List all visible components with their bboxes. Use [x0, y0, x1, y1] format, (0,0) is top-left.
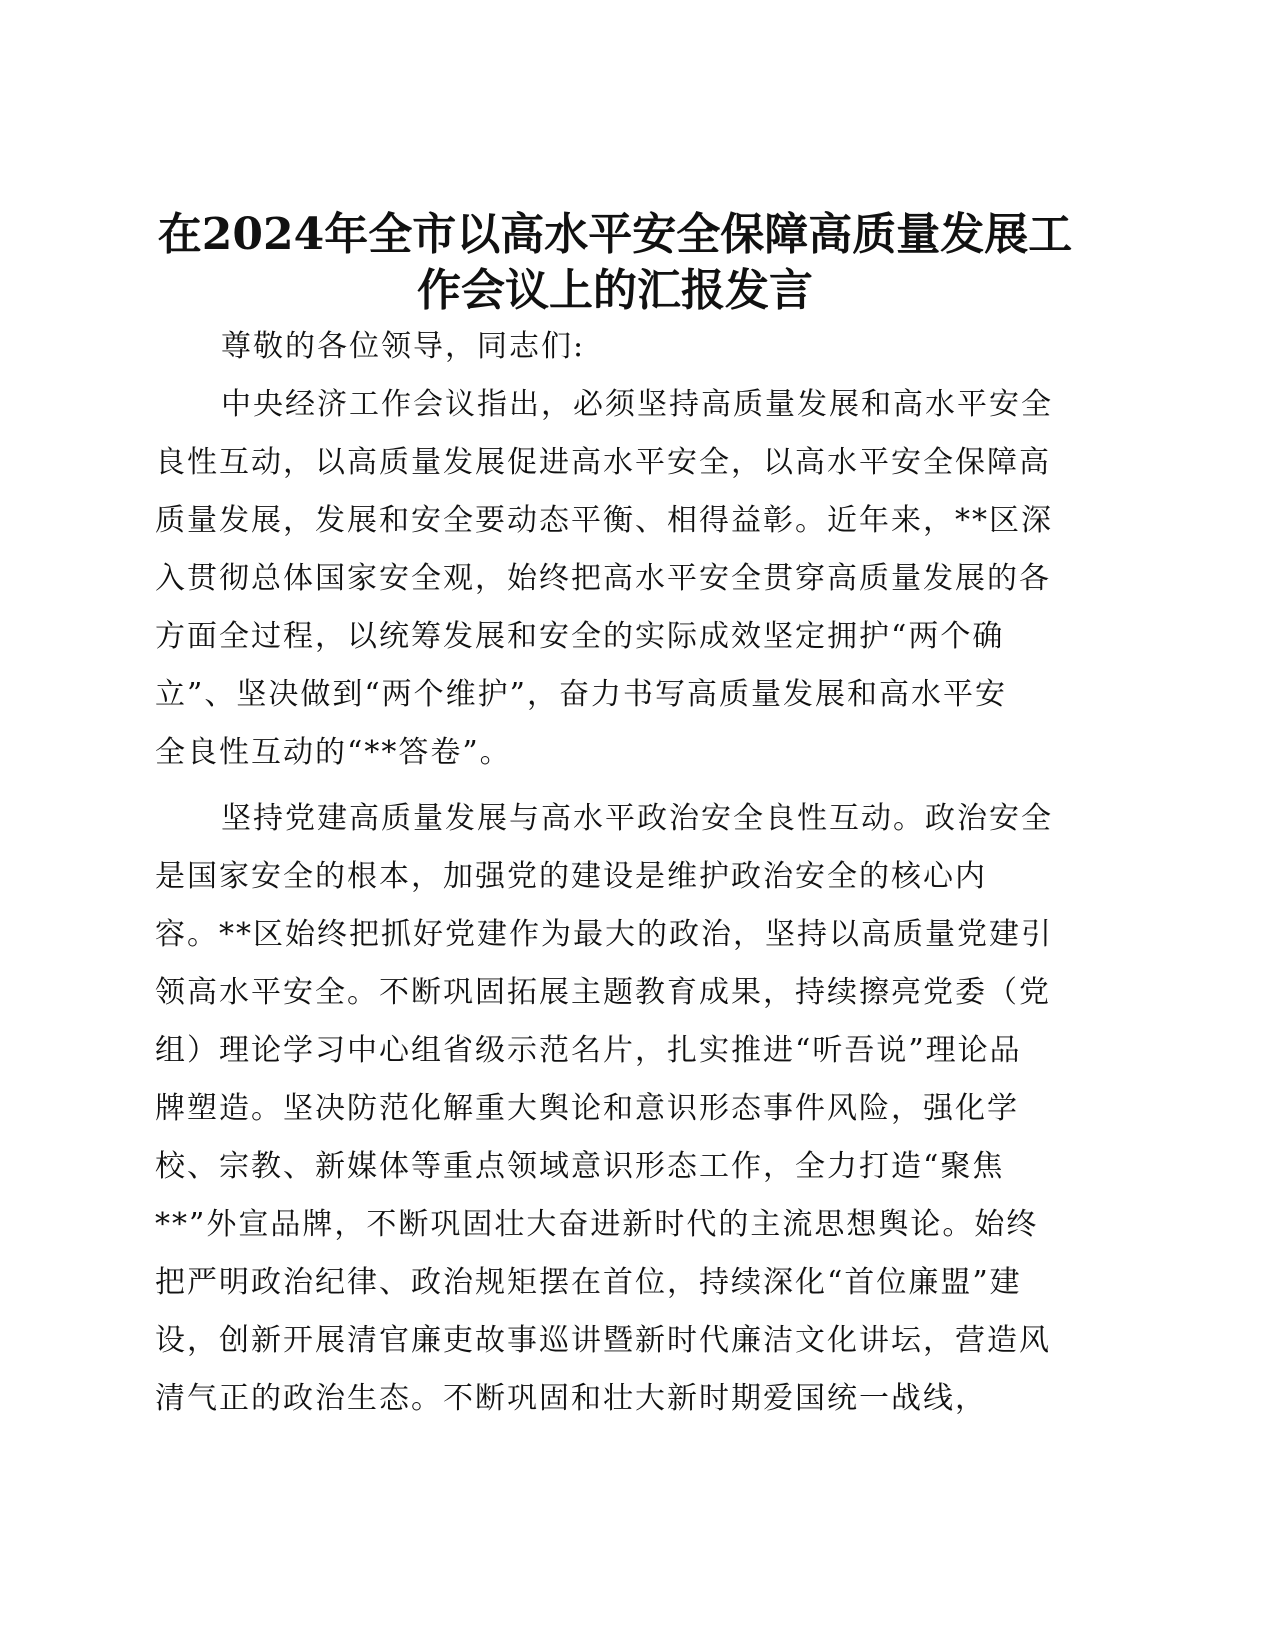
- document-body: [155, 318, 1085, 1436]
- text-line: 全良性互动的“**答卷”。: [155, 735, 512, 770]
- paragraph-party-building: [155, 790, 1085, 1428]
- paragraph-intro: [155, 376, 1085, 782]
- title-line-2: 作会议上的汇报发言: [417, 265, 813, 317]
- text-line: 容。**区始终把抓好党建作为最大的政治，坚持以高质量党建引: [155, 917, 1053, 952]
- text-line: 良性互动，以高质量发展促进高水平安全，以高水平安全保障高: [155, 445, 1051, 480]
- text-line: 立”、坚决做到“两个维护”，奋力书写高质量发展和高水平安: [155, 677, 1008, 712]
- text-line: 把严明政治纪律、政治规矩摆在首位，持续深化“首位廉盟”建: [155, 1265, 1022, 1300]
- text-line: 中央经济工作会议指出，必须坚持高质量发展和高水平安全: [221, 387, 1053, 422]
- title-line-1: 在2024年全市以高水平安全保障高质量发展工: [157, 209, 1073, 261]
- text-line: 清气正的政治生态。不断巩固和壮大新时期爱国统一战线，: [155, 1381, 987, 1416]
- document-title: [150, 207, 1080, 319]
- text-line: 坚持党建高质量发展与高水平政治安全良性互动。政治安全: [221, 801, 1053, 836]
- text-line: 设，创新开展清官廉吏故事巡讲暨新时代廉洁文化讲坛，营造风: [155, 1323, 1051, 1358]
- salutation: 尊敬的各位领导，同志们:: [221, 329, 586, 364]
- text-line: 入贯彻总体国家安全观，始终把高水平安全贯穿高质量发展的各: [155, 561, 1051, 596]
- text-line: 领高水平安全。不断巩固拓展主题教育成果，持续擦亮党委（党: [155, 975, 1051, 1010]
- text-line: **”外宣品牌，不断巩固壮大奋进新时代的主流思想舆论。始终: [155, 1207, 1039, 1242]
- text-line: 质量发展，发展和安全要动态平衡、相得益彰。近年来，**区深: [155, 503, 1053, 538]
- text-line: 是国家安全的根本，加强党的建设是维护政治安全的核心内: [155, 859, 987, 894]
- text-line: 校、宗教、新媒体等重点领域意识形态工作，全力打造“聚焦: [155, 1149, 1005, 1184]
- text-line: 组）理论学习中心组省级示范名片，扎实推进“听吾说”理论品: [155, 1033, 1022, 1068]
- text-line: 方面全过程，以统筹发展和安全的实际成效坚定拥护“两个确: [155, 619, 1005, 654]
- text-line: 牌塑造。坚决防范化解重大舆论和意识形态事件风险，强化学: [155, 1091, 1019, 1126]
